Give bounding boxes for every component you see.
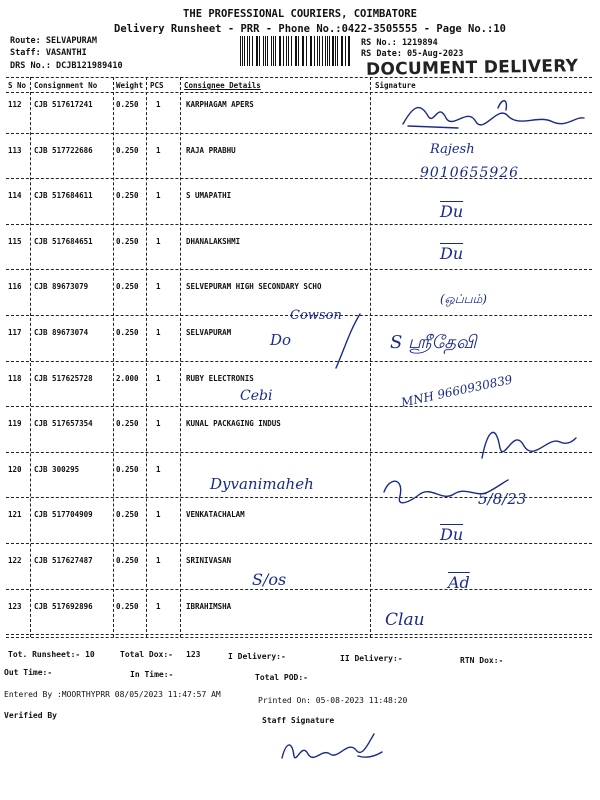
row-consignee: DHANALAKSHMI [186,236,241,246]
row-consignment-no: CJB 517692896 [34,601,93,611]
row-consignment-no: CJB 517617241 [34,100,93,109]
row-consignment-no: CJB 517704909 [34,510,93,520]
row-pcs: 1 [156,282,161,292]
row-weight: 0.250 [116,328,139,337]
barcode-bar [298,36,299,66]
table-bottom-rule [6,637,592,638]
staff-signature-ink [278,728,388,770]
handwritten-sig-117: S ஸ்ரீதேவி [390,332,477,353]
entered-by: Entered By :MOORTHYPRR 08/05/2023 11:47:57 AM [4,690,221,699]
total-dox-label: Total Dox:- [120,650,173,659]
barcode-bar [267,36,268,66]
row-pcs: 1 [156,328,161,337]
row-consignment-no: CJB 517625728 [34,373,93,383]
col-header-weight: Weight [116,81,144,90]
row-pcs: 1 [156,236,161,246]
rtn-dox-label: RTN Dox:- [460,656,504,665]
handwritten-note-122: S/os [252,570,287,589]
row-sno: 121 [8,510,22,520]
handwritten-sig-122: $\overline{Ad}$ [448,573,470,592]
handwritten-note-116: Cowson [290,308,342,323]
document-delivery-stamp: DOCUMENT DELIVERY [365,56,579,80]
col-header-consignment: Consignment No [34,81,98,90]
handwritten-sig-115: $\overline{Du}$ [440,244,464,263]
row-weight: 0.250 [116,464,139,474]
staff-signature-label: Staff Signature [262,716,335,725]
row-divider [6,269,592,270]
row-divider [6,224,592,225]
handwritten-sig-119 [478,418,578,470]
handwritten-note-118: Cebi [240,388,273,404]
row-consignment-no: CJB 89673074 [34,328,89,337]
ii-delivery-label: II Delivery:- [340,654,403,663]
row-divider [6,634,592,635]
barcode-bar [335,36,336,66]
barcode-bar [332,36,333,66]
row-consignee: KUNAL PACKAGING INDUS [186,419,281,429]
company-title: THE PROFESSIONAL COURIERS, COIMBATORE [183,8,417,20]
handwritten-tamil-116: (ஒப்பம்) [440,292,487,306]
barcode-bar [342,36,343,66]
col-header-sno: S No [8,81,27,90]
barcode-bar [306,36,307,66]
handwritten-phone-118-number: 9660930839 [436,372,514,402]
row-divider [6,361,592,362]
col-sep [113,77,114,637]
row-weight: 0.250 [116,145,139,155]
row-consignee: VENKATACHALAM [186,510,245,520]
col-sep [180,77,181,637]
row-weight: 0.250 [116,282,139,292]
row-consignee: KARPHAGAM APERS [186,100,254,109]
route-label: Route: SELVAPURAM [10,36,97,46]
row-pcs: 1 [156,145,161,155]
row-sno: 112 [8,100,22,109]
handwritten-sig-123: Clau [385,610,425,630]
row-weight: 0.250 [116,510,139,520]
row-weight: 0.250 [116,419,139,429]
row-pcs: 1 [156,373,161,383]
barcode-bar [349,36,350,66]
row-pcs: 1 [156,510,161,520]
row-consignment-no: CJB 89673079 [34,282,89,292]
handwritten-phone-113: 9010655926 [420,165,520,181]
row-pcs: 1 [156,191,161,201]
handwritten-phone-118: MNH 9660930839 [399,372,514,410]
table-top-rule [6,77,592,78]
row-consignment-no: CJB 517684611 [34,191,93,201]
handwritten-name-120: Dyvanimaheh [210,475,314,493]
handwritten-stroke-117 [330,310,370,372]
row-divider [6,589,592,590]
rs-date: RS Date: 05-Aug-2023 [361,49,464,59]
barcode-bar [311,36,312,66]
staff-label: Staff: VASANTHI [10,48,87,58]
row-sno: 118 [8,373,22,383]
printed-on: Printed On: 05-08-2023 11:48:20 [258,696,408,705]
barcode-bar [280,36,281,66]
row-pcs: 1 [156,556,161,565]
row-sno: 116 [8,282,22,292]
handwritten-date-120: 5/8/23 [478,490,527,508]
row-divider [6,406,592,407]
row-pcs: 1 [156,100,161,109]
row-pcs: 1 [156,601,161,611]
row-weight: 0.250 [116,100,139,109]
row-sno: 123 [8,601,22,611]
drs-number: DRS No.: DCJB121989410 [10,61,123,71]
row-consignment-no: CJB 517657354 [34,419,93,429]
row-sno: 120 [8,464,22,474]
col-header-pcs: PCS [150,81,164,90]
table-header-rule [6,92,592,93]
barcode-bar [263,36,264,66]
total-dox-value: 123 [186,650,201,659]
barcode-bar [288,36,289,66]
row-pcs: 1 [156,464,161,474]
verified-by-label: Verified By [4,711,57,720]
out-time-label: Out Time:- [4,668,53,677]
row-consignment-no: CJB 517684651 [34,236,93,246]
row-consignee: S UMAPATHI [186,191,232,201]
runsheet-title: Delivery Runsheet - PRR - Phone No.:0422-3505555 - Page No.:10 [114,23,506,35]
row-divider [6,543,592,544]
handwritten-sig-114: $\overline{Du}$ [440,202,464,221]
barcode-bar [247,36,248,66]
handwritten-note-117: Do [270,331,292,349]
drs-barcode [240,36,352,66]
i-delivery-label: I Delivery:- [228,652,286,661]
row-sno: 114 [8,191,22,201]
row-weight: 0.250 [116,601,139,611]
handwritten-sig-121: $\overline{Du}$ [440,525,464,544]
row-sno: 113 [8,145,22,155]
row-consignee: RAJA PRABHU [186,145,236,155]
col-sep [30,77,31,637]
row-consignment-no: CJB 517722686 [34,145,93,155]
row-sno: 122 [8,556,22,565]
col-sep [146,77,147,637]
row-consignee: SELVAPURAM [186,328,232,337]
barcode-bar [259,36,260,66]
row-consignee: RUBY ELECTRONIS [186,373,254,383]
barcode-bar [319,36,320,66]
handwritten-name-113: Rajesh [430,142,475,157]
barcode-bar [275,36,276,66]
row-pcs: 1 [156,419,161,429]
total-runsheet: Tot. Runsheet:- 10 [8,650,95,659]
in-time-label: In Time:- [130,670,174,679]
row-sno: 119 [8,419,22,429]
barcode-bar [249,36,250,66]
row-weight: 0.250 [116,191,139,201]
barcode-bar [240,36,241,66]
col-header-signature: Signature [375,81,416,90]
rs-number: RS No.: 1219894 [361,38,438,48]
row-weight: 2.000 [116,373,139,383]
handwritten-signature-112 [398,96,588,140]
total-pod-label: Total POD:- [255,673,308,682]
col-sep [370,77,371,637]
row-consignee: SRINIVASAN [186,556,232,565]
row-sno: 115 [8,236,22,246]
barcode-bar [322,36,323,66]
row-consignee: SELVEPURAM HIGH SECONDARY SCHO [186,282,322,292]
row-consignee: IBRAHIMSHA [186,601,232,611]
barcode-bar [291,36,292,66]
col-header-consignee: Consignee Details [184,81,261,90]
row-consignment-no: CJB 300295 [34,464,80,474]
row-consignment-no: CJB 517627487 [34,556,93,565]
row-weight: 0.250 [116,556,139,565]
row-sno: 117 [8,328,22,337]
row-weight: 0.250 [116,236,139,246]
